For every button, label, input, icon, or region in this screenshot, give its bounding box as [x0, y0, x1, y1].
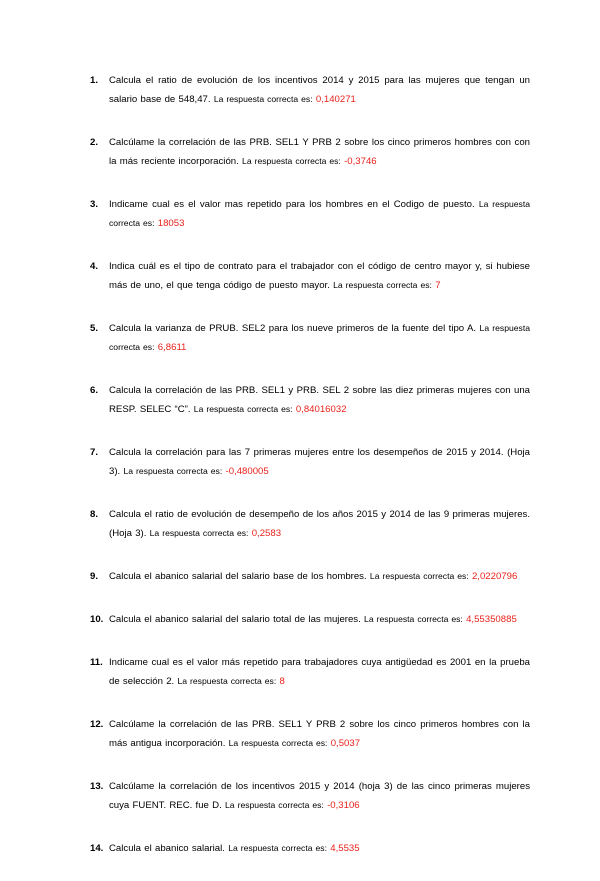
answer-label: La respuesta correcta es: [109, 199, 531, 229]
exercise-item [90, 195, 530, 233]
exercise-text [109, 71, 530, 109]
answer-value: 18053 [157, 218, 185, 230]
exercise-number: 8. [90, 509, 99, 520]
exercise-number: 4. [90, 261, 99, 272]
exercise-item [90, 71, 530, 109]
answer-label: La respuesta correcta es: [123, 466, 223, 477]
exercise-text [109, 505, 530, 543]
exercise-number: 5. [90, 323, 99, 334]
exercise-text [109, 777, 530, 815]
answer-value: 2,0220796 [471, 571, 518, 582]
exercise-item [90, 381, 530, 419]
exercise-item [90, 443, 530, 481]
exercise-question: Calcula el ratio de evolución de desempeño de los años 2015 y 2014 de las 9 primeras mujeres. (Hoja 3). [109, 509, 530, 540]
answer-value: -0,3106 [327, 799, 360, 811]
answer-label: La respuesta correcta es: [213, 94, 313, 105]
answer-label: La respuesta correcta es: [109, 323, 530, 353]
answer-label: La respuesta correcta es: [242, 156, 341, 167]
answer-value: 0,2583 [251, 528, 282, 540]
exercise-question: Calcúlame la correlación de las PRB. SEL1 Y PRB 2 sobre los cinco primeros hombres con la más antigua incorporación. [109, 718, 530, 749]
answer-value: 8 [279, 675, 285, 687]
exercise-question: Calcula la correlación de las PRB. SEL1 y PRB. SEL 2 sobre las diez primeras mujeres con una RESP. SELEC “C”. [109, 385, 530, 416]
exercise-question: Calcula el abanico salarial del salario base de los hombres. [109, 571, 367, 582]
exercise-text [109, 443, 530, 481]
exercise-text [109, 257, 530, 295]
exercise-item [90, 319, 530, 357]
exercise-number: 9. [90, 571, 99, 582]
exercise-question: Calcula el ratio de evolución de los incentivos 2014 y 2015 para las mujeres que tengan un salario base de 548,47. [109, 75, 530, 106]
exercise-number: 1. [90, 75, 99, 86]
exercise-question: Indicame cual es el valor mas repetido para los hombres en el Codigo de puesto. [109, 199, 475, 210]
exercise-item [90, 567, 530, 586]
exercise-text [109, 610, 530, 629]
exercise-item [90, 715, 530, 753]
answer-value: -0,3746 [344, 156, 377, 168]
exercise-item [90, 777, 530, 815]
exercise-text [109, 715, 530, 753]
answer-value: 0,5037 [330, 737, 361, 749]
answer-value: 0,84016032 [295, 404, 347, 416]
exercise-question: Indica cuál es el tipo de contrato para el trabajador con el código de centro mayor y, si hubiese más de uno, el que tenga código de puesto mayor. [109, 261, 530, 292]
exercise-question: Indicame cual es el valor más repetido para trabajadores cuya antigüedad es 2001 en la prueba de selección 2. [109, 656, 530, 687]
exercise-number: 7. [90, 447, 99, 458]
answer-label: La respuesta correcta es: [225, 799, 324, 810]
answer-label: La respuesta correcta es: [369, 571, 469, 581]
exercise-text [109, 653, 530, 691]
exercise-item [90, 505, 530, 543]
exercise-question: Calcula el abanico salarial. [109, 842, 225, 854]
exercise-number: 12. [90, 718, 104, 730]
exercise-question: Calcúlame la correlación de los incentivos 2015 y 2014 (hoja 3) de las cinco primeras mujeres cuya FUENT. REC. fue D. [109, 780, 530, 811]
answer-label: La respuesta correcta es: [333, 280, 432, 291]
exercise-text [109, 381, 530, 419]
exercise-list [90, 71, 530, 881]
answer-value: 6,8611 [157, 342, 187, 354]
exercise-question: Calcúlame la correlación de las PRB. SEL1 Y PRB 2 sobre los cinco primeros hombres con con la más reciente incorporación. [109, 137, 530, 168]
exercise-item [90, 257, 530, 295]
exercise-item [90, 839, 530, 858]
exercise-text [109, 319, 530, 357]
exercise-text [109, 839, 530, 858]
exercise-question: Calcula el abanico salarial del salario total de las mujeres. [109, 613, 361, 625]
answer-label: La respuesta correcta es: [149, 528, 249, 539]
answer-value: 0,140271 [315, 94, 356, 106]
exercise-number: 6. [90, 385, 99, 396]
answer-label: La respuesta correcta es: [177, 675, 277, 686]
answer-label: La respuesta correcta es: [364, 613, 463, 624]
exercise-text [109, 567, 530, 586]
exercise-number: 3. [90, 199, 99, 210]
exercise-number: 10. [90, 613, 104, 625]
answer-label: La respuesta correcta es: [228, 842, 327, 853]
exercise-number: 11. [90, 656, 103, 668]
exercise-item [90, 133, 530, 171]
answer-value: 4,5535 [330, 842, 360, 854]
exercise-number: 13. [90, 780, 104, 792]
exercise-question: Calcula la varianza de PRUB. SEL2 para los nueve primeros de la fuente del tipo A. [109, 323, 477, 334]
exercise-number: 2. [90, 137, 99, 148]
answer-value: 4,55350885 [466, 613, 517, 625]
exercise-item [90, 653, 530, 691]
exercise-text [109, 133, 530, 171]
answer-value: 7 [435, 280, 441, 292]
exercise-number: 14. [90, 842, 104, 854]
answer-value: -0,480005 [225, 466, 269, 478]
exercise-text [109, 195, 530, 233]
answer-label: La respuesta correcta es: [228, 737, 328, 748]
exercise-question: Calcula la correlación para las 7 primeras mujeres entre los desempeños de 2015 y 2014. (Hoja 3). [109, 447, 530, 478]
exercise-item [90, 610, 530, 629]
answer-label: La respuesta correcta es: [193, 404, 293, 415]
